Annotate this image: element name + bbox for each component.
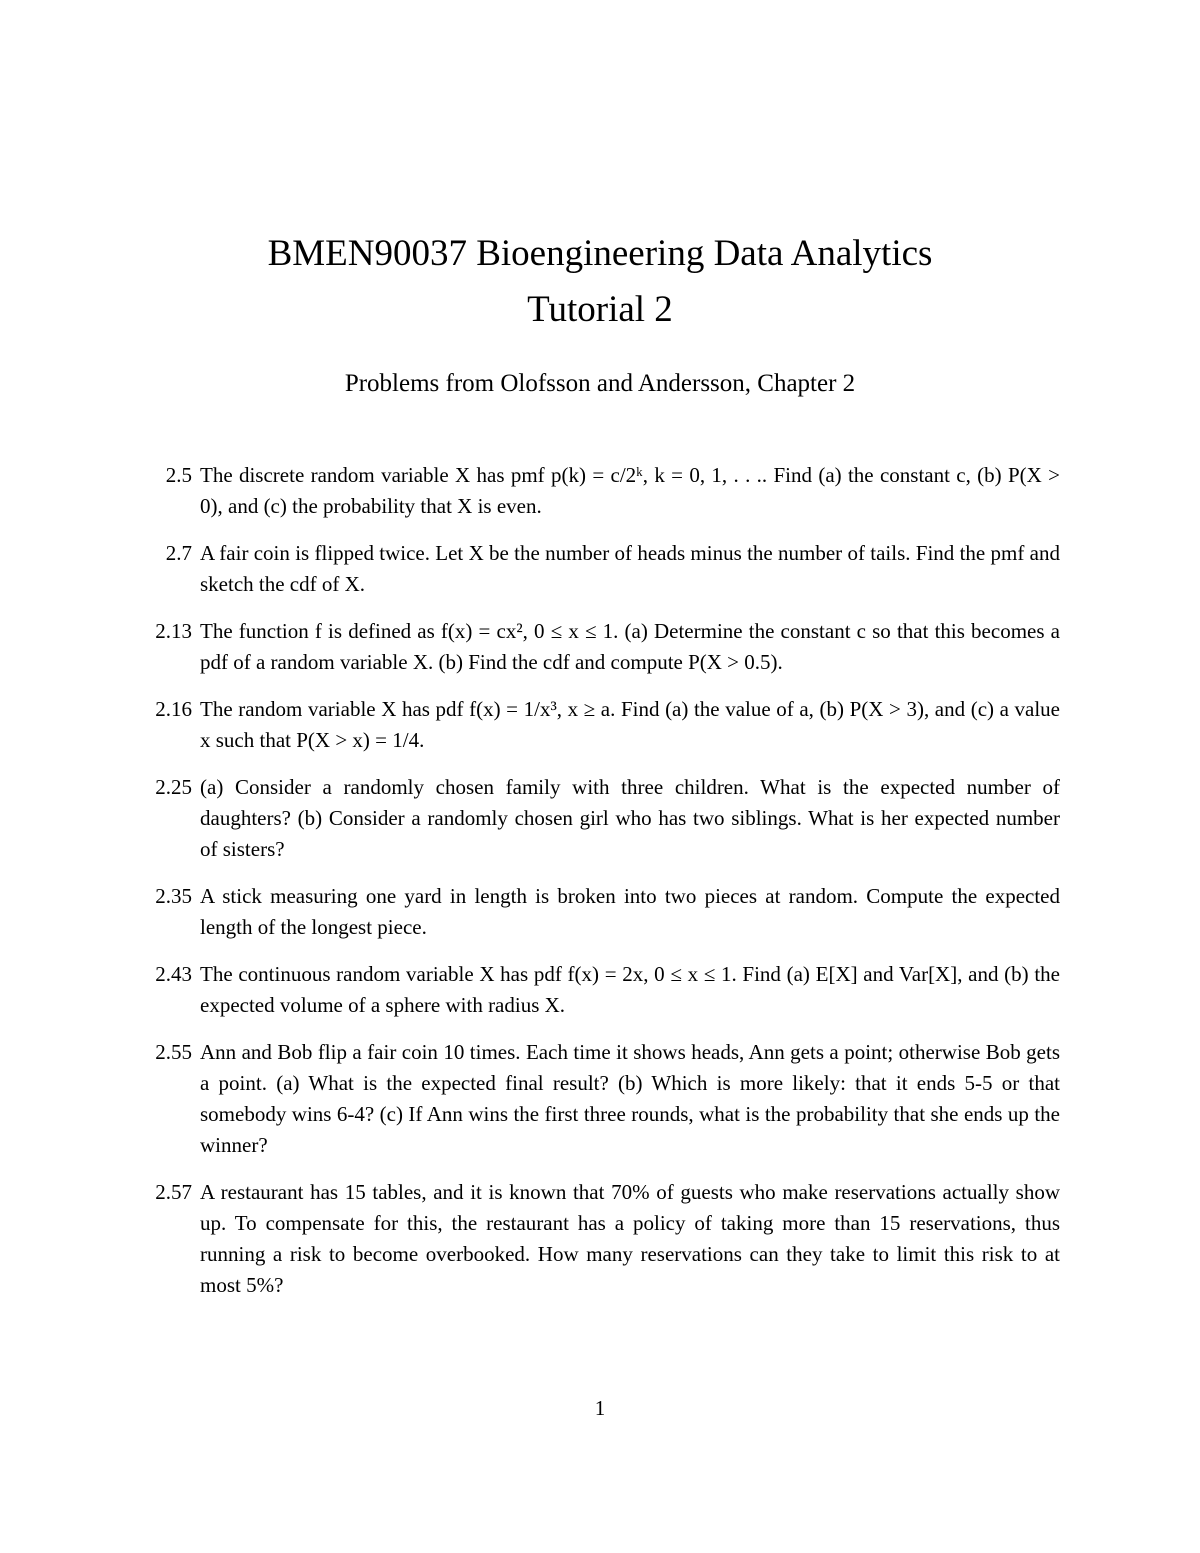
problem-text: The continuous random variable X has pdf f(x) = 2x, 0 ≤ x ≤ 1. Find (a) E[X] and Var[X], and (b) the expected volume of a sphere with radius X. bbox=[200, 962, 1060, 1017]
problem-number: 2.16 bbox=[155, 697, 192, 721]
problem-number: 2.5 bbox=[165, 463, 192, 487]
problem-item bbox=[140, 694, 1060, 756]
document-subheading: Problems from Olofsson and Andersson, Chapter 2 bbox=[344, 370, 856, 397]
problem-item bbox=[140, 538, 1060, 600]
problem-text: Ann and Bob flip a fair coin 10 times. Each time it shows heads, Ann gets a point; otherwise Bob gets a point. (a) What is the expected final result? (b) Which is more likely: that it ends 5-5 or that somebody wins 6-4? (c) If Ann wins the first three rounds, what is the probability that she ends up the winner? bbox=[200, 1040, 1060, 1157]
problem-text: A stick measuring one yard in length is broken into two pieces at random. Compute the expected length of the longest piece. bbox=[200, 884, 1060, 939]
problem-number: 2.35 bbox=[155, 884, 192, 908]
problem-text: The function f is defined as f(x) = cx², 0 ≤ x ≤ 1. (a) Determine the constant c so that this becomes a pdf of a random variable X. (b) Find the cdf and compute P(X > 0.5). bbox=[200, 619, 1060, 674]
problem-number: 2.13 bbox=[155, 619, 192, 643]
problem-item bbox=[140, 881, 1060, 943]
page-number: 1 bbox=[594, 1396, 606, 1420]
document-title: BMEN90037 Bioengineering Data Analytics bbox=[267, 233, 933, 274]
problem-text: The random variable X has pdf f(x) = 1/x³, x ≥ a. Find (a) the value of a, (b) P(X > 3), and (c) a value x such that P(X > x) = 1/4. bbox=[200, 697, 1060, 752]
problem-item bbox=[140, 1177, 1060, 1301]
problem-number: 2.25 bbox=[155, 775, 192, 799]
problem-text: The discrete random variable X has pmf p(k) = c/2ᵏ, k = 0, 1, . . .. Find (a) the constant c, (b) P(X > 0), and (c) the probability that X is even. bbox=[200, 463, 1060, 518]
problem-number: 2.7 bbox=[165, 541, 192, 565]
problem-text: A fair coin is flipped twice. Let X be the number of heads minus the number of tails. Find the pmf and sketch the cdf of X. bbox=[200, 541, 1060, 596]
problem-item bbox=[140, 460, 1060, 522]
problem-number: 2.57 bbox=[155, 1180, 192, 1204]
problem-item bbox=[140, 772, 1060, 865]
problem-text: (a) Consider a randomly chosen family with three children. What is the expected number of daughters? (b) Consider a randomly chosen girl who has two siblings. What is her expected number of sisters? bbox=[200, 775, 1060, 861]
problem-text: A restaurant has 15 tables, and it is known that 70% of guests who make reservations actually show up. To compensate for this, the restaurant has a policy of taking more than 15 reservations, thus running a risk to become overbooked. How many reservations can they take to limit this risk to at most 5%? bbox=[200, 1180, 1060, 1297]
problem-number: 2.43 bbox=[155, 962, 192, 986]
problem-number: 2.55 bbox=[155, 1040, 192, 1064]
problem-item bbox=[140, 1037, 1060, 1161]
problem-item bbox=[140, 959, 1060, 1021]
problem-item bbox=[140, 616, 1060, 678]
problem-list bbox=[140, 460, 1060, 1317]
document-subtitle-tutorial: Tutorial 2 bbox=[527, 289, 673, 330]
